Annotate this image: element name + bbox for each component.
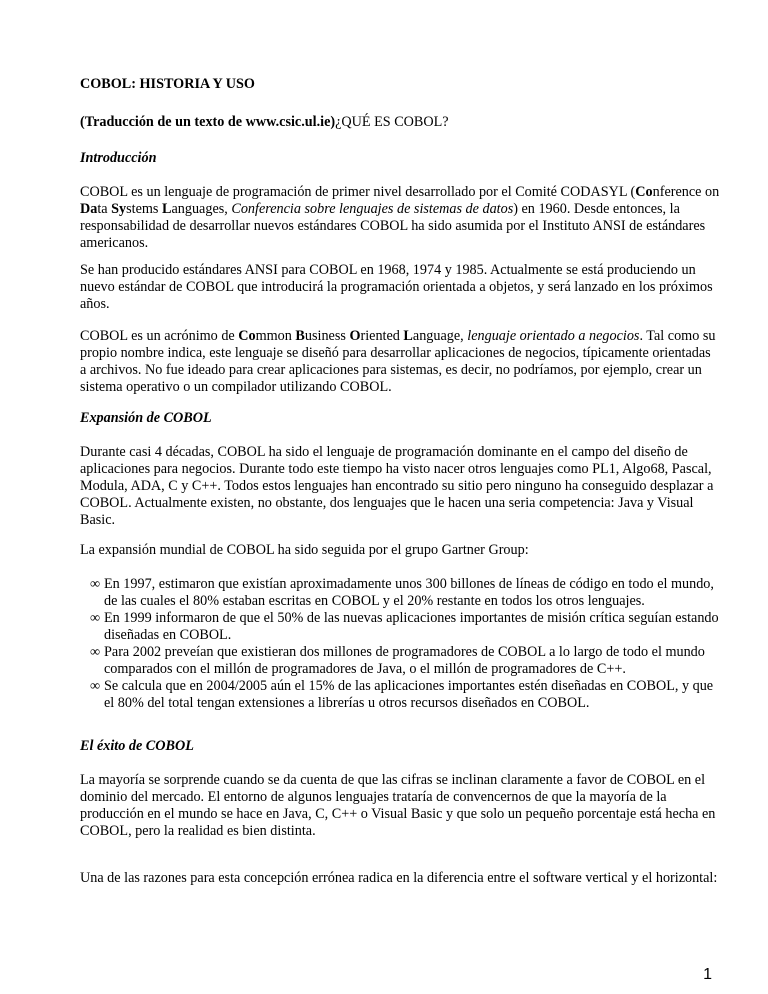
intro-paragraph-2: Se han producido estándares ANSI para COBOL en 1968, 1974 y 1985. Actualmente se está produciendo un nuevo estándar de COBOL que introducirá la programación orientada a objetos, y será lanzado en los próximos años.	[80, 262, 713, 312]
success-heading: El éxito de COBOL	[80, 738, 194, 754]
translation-note	[80, 114, 720, 131]
infinity-bullet-icon: ∞	[90, 576, 101, 592]
infinity-bullet-icon: ∞	[90, 678, 101, 694]
success-paragraph-2: Una de las razones para esta concepción errónea radica en la diferencia entre el software vertical y el horizontal:	[80, 870, 718, 886]
list-item: ∞ Para 2002 preveían que existieran dos millones de programadores de COBOL a lo largo de todo el mundo comparados con el millón de programadores de Java, o el millón de programadores de C++.	[90, 644, 705, 677]
expansion-heading: Expansión de COBOL	[80, 410, 212, 426]
intro-paragraph-1: COBOL es un lenguaje de programación de primer nivel desarrollado por el Comité CODASYL (Conference on Data Systems Languages, Conferencia sobre lenguajes de sistemas de datos) en 1960. Desde entonces, la responsabilidad de desarrollar nuevos estándares COBOL ha sido asumida por el Instituto ANSI de estándares americanos.	[80, 184, 720, 251]
success-paragraph-1: La mayoría se sorprende cuando se da cuenta de que las cifras se inclinan claramente a favor de COBOL en el dominio del mercado. El entorno de algunos lenguajes trataría de convencernos de que la mayoría de la producción en el mundo se hace en Java, C, C++ o Visual Basic y que solo un pequeño porcentaje está hecha en COBOL, pero la realidad es bien distinta.	[80, 772, 716, 839]
what-is-cobol-heading: ¿QUÉ ES COBOL?	[335, 114, 449, 130]
gartner-bullet-list	[80, 576, 720, 712]
intro-heading: Introducción	[80, 150, 157, 166]
infinity-bullet-icon: ∞	[90, 644, 101, 660]
expansion-paragraph-2: La expansión mundial de COBOL ha sido seguida por el grupo Gartner Group:	[80, 542, 529, 558]
list-item: ∞ En 1999 informaron de que el 50% de las nuevas aplicaciones importantes de misión crítica seguían estando diseñadas en COBOL.	[90, 610, 719, 643]
list-item: ∞ Se calcula que en 2004/2005 aún el 15% de las aplicaciones importantes estén diseñadas en COBOL, y que el 80% del total tengan extensiones a librerías u otros recursos diseñados en COBOL.	[90, 678, 714, 711]
intro-paragraph-3: COBOL es un acrónimo de Common Business Oriented Language, lenguaje orientado a negocios. Tal como su propio nombre indica, este lenguaje se diseñó para desarrollar aplicaciones de negocios, típicamente orientadas a archivos. No fue ideado para crear aplicaciones para sistemas, es decir, no podríamos, por ejemplo, crear un sistema operativo o un compilador utilizando COBOL.	[80, 328, 716, 395]
list-item: ∞ En 1997, estimaron que existían aproximadamente unos 300 billones de líneas de código en todo el mundo, de las cuales el 80% estaban escritas en COBOL y el 20% restante en todos los otros lenguajes.	[90, 576, 714, 609]
document-title: COBOL: HISTORIA Y USO	[80, 76, 255, 92]
expansion-paragraph-1: Durante casi 4 décadas, COBOL ha sido el lenguaje de programación dominante en el campo del diseño de aplicaciones para negocios. Durante todo este tiempo ha visto nacer otros lenguajes como PL1, Algo68, Pascal, Modula, ADA, C y C++. Todos estos lenguajes han encontrado su sitio pero ninguno ha conseguido desplazar a COBOL. Actualmente existen, no obstante, dos lenguajes que le hacen una seria competencia: Java y Visual Basic.	[80, 444, 714, 528]
translation-source: (Traducción de un texto de www.csic.ul.ie)	[80, 114, 336, 130]
page-number: 1	[703, 966, 712, 983]
infinity-bullet-icon: ∞	[90, 610, 101, 626]
